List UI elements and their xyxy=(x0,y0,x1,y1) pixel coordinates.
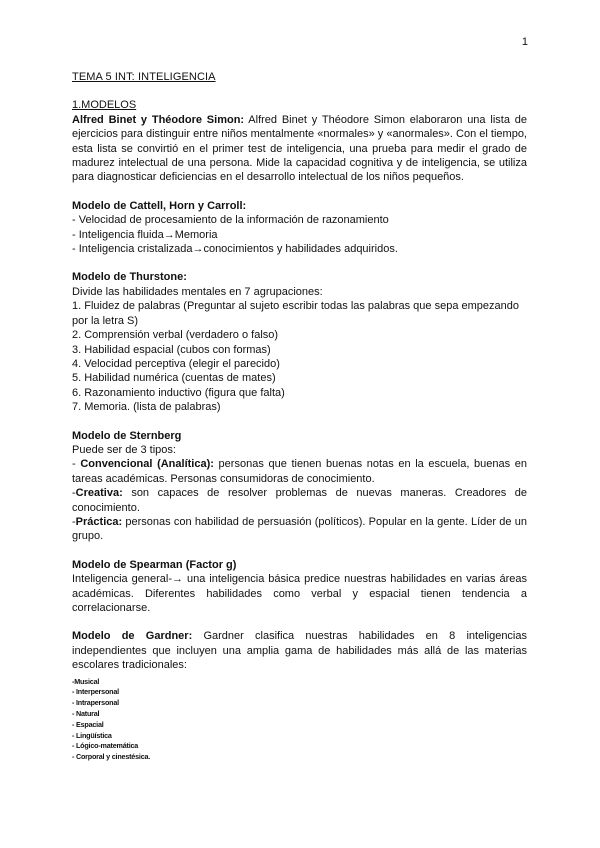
item-text: son capaces de resolver problemas de nuevas maneras. Creadores de conocimiento. xyxy=(72,487,527,514)
binet-paragraph xyxy=(72,113,527,185)
item-label: Convencional (Analítica): xyxy=(80,458,214,471)
list-item: 6. Razonamiento inductivo (figura que falta) xyxy=(72,386,285,399)
list-item: 7. Memoria. (lista de palabras) xyxy=(72,401,221,414)
list-item: 4. Velocidad perceptiva (elegir el parecido) xyxy=(72,357,280,370)
list-item: -Musical xyxy=(72,676,100,686)
sternberg-item-practical xyxy=(72,515,527,544)
list-item: - Lingüística xyxy=(72,730,112,740)
sternberg-item-conventional xyxy=(72,457,527,486)
list-item: - Inteligencia cristalizada→conocimientos y habilidades adquiridos. xyxy=(72,243,398,256)
item-prefix: - xyxy=(72,458,81,471)
gardner-list xyxy=(72,677,527,763)
cattell-heading: Modelo de Cattell, Horn y Carroll: xyxy=(72,199,247,212)
sternberg-item-creative xyxy=(72,486,527,515)
item-label: Práctica: xyxy=(75,515,123,528)
item-label: Creativa: xyxy=(75,487,123,500)
thurstone-list xyxy=(72,299,527,414)
gardner-lead: Modelo de Gardner: xyxy=(72,630,193,643)
list-item: - Espacial xyxy=(72,719,104,729)
list-item: - Intrapersonal xyxy=(72,698,119,708)
list-item: 3. Habilidad espacial (cubos con formas) xyxy=(72,343,271,356)
list-item: - Lógico-matemática xyxy=(72,741,139,751)
list-item: 2. Comprensión verbal (verdadero o falso) xyxy=(72,329,279,342)
list-item: 1. Fluidez de palabras (Preguntar al sujeto escribir todas las palabras que sepa empezando por la letra S) xyxy=(72,300,519,327)
spearman-text: Inteligencia general-→ una inteligencia básica predice nuestras habilidades en varias áreas académicas. Diferentes habilidades como verbal y espacial tienen tendencia a correlacionarse. xyxy=(72,573,527,614)
list-item: - Natural xyxy=(72,709,100,719)
list-item: - Corporal y cinestésica. xyxy=(72,752,151,762)
gardner-paragraph xyxy=(72,629,527,672)
binet-text: Alfred Binet y Théodore Simon elaboraron una lista de ejercicios para distinguir entre niños mentalmente «normales» y «anormales». Con el tiempo, esta lista se convirtió en el primer test de inteligencia, una prueba para medir el grado de madurez intelectual de una persona. Mide la capacidad cognitiva y de inteligencia, se utiliza para diagnosticar deficiencias en el desarrollo intelectual de los niños pequeños. xyxy=(72,113,527,184)
document-body xyxy=(72,70,527,763)
spearman-heading: Modelo de Spearman (Factor g) xyxy=(72,558,237,571)
sternberg-intro: Puede ser de 3 tipos: xyxy=(72,443,176,456)
page-number: 1 xyxy=(521,36,528,48)
item-prefix: - xyxy=(72,515,76,528)
item-prefix: - xyxy=(72,487,76,500)
document-title: TEMA 5 INT: INTELIGENCIA xyxy=(72,71,216,83)
gardner-text: Gardner clasifica nuestras habilidades en 8 inteligencias independientes que incluyen una amplia gama de habilidades más allá de las materias escolares tradicionales: xyxy=(72,630,527,672)
binet-lead: Alfred Binet y Théodore Simon: xyxy=(72,113,245,126)
sternberg-heading: Modelo de Sternberg xyxy=(72,429,182,442)
list-item: - Interpersonal xyxy=(72,687,119,697)
item-text: personas que tienen buenas notas en la escuela, buenas en tareas académicas. Personas consumidoras de conocimiento. xyxy=(72,458,527,485)
section-label: 1.MODELOS xyxy=(72,99,137,112)
list-item: 5. Habilidad numérica (cuentas de mates) xyxy=(72,372,276,385)
thurstone-intro: Divide las habilidades mentales en 7 agrupaciones: xyxy=(72,285,323,298)
list-item: - Inteligencia fluida→Memoria xyxy=(72,228,218,241)
thurstone-heading: Modelo de Thurstone: xyxy=(72,271,187,284)
list-item: - Velocidad de procesamiento de la información de razonamiento xyxy=(72,214,389,227)
item-text: personas con habilidad de persuasión (políticos). Popular en la gente. Líder de un grupo. xyxy=(72,515,527,543)
cattell-list xyxy=(72,213,527,256)
